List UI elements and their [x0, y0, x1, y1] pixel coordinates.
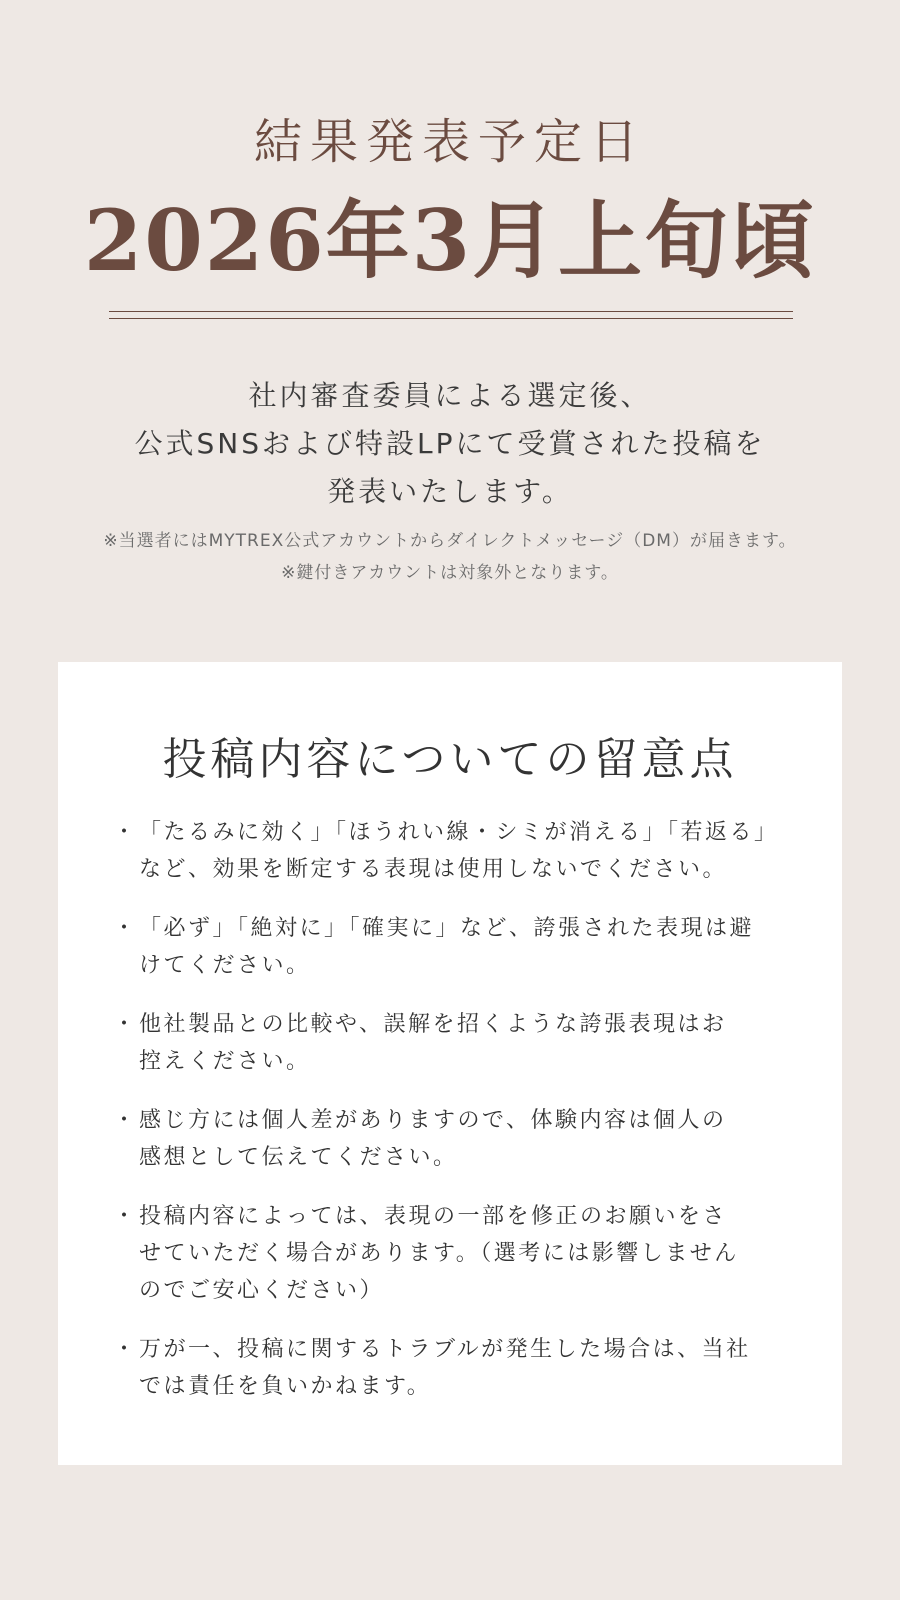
bullet-point: ・: [113, 1337, 138, 1362]
footnote-locked-accounts: ※鍵付きアカウントは対象外となります。: [281, 563, 619, 583]
guideline-item: [113, 910, 793, 984]
guideline-item: [113, 1006, 793, 1080]
bullet-point: ・: [113, 1012, 138, 1037]
guidelines-title: 投稿内容についての留意点: [162, 734, 738, 785]
announcement-line: 社内審査委員による選定後、: [248, 379, 652, 412]
footnote-dm: ※当選者にはMYTREX公式アカウントからダイレクトメッセージ（DM）が届きます。: [103, 531, 797, 551]
double-divider: [109, 311, 793, 319]
guideline-item: [113, 814, 793, 888]
guideline-item: [113, 1198, 793, 1309]
guideline-text-line: せていただく場合があります。（選考には影響しません: [139, 1241, 739, 1266]
guideline-text-line: けてください。: [139, 953, 311, 978]
announcement-line: 公式SNSおよび特設LPにて受賞された投稿を: [134, 427, 766, 460]
announcement-text: [0, 372, 900, 516]
guideline-text-line: 「たるみに効く」「ほうれい線・シミが消える」「若返る」: [139, 820, 779, 845]
guidelines-list: [113, 814, 793, 1427]
result-date-value: 2026年3月上旬頃: [83, 191, 817, 290]
guideline-text-line: 感じ方には個人差がありますので、体験内容は個人の: [139, 1108, 727, 1133]
announcement-line: 発表いたします。: [327, 475, 573, 508]
guideline-text-line: では責任を負いかねます。: [139, 1374, 432, 1399]
footnotes: [0, 525, 900, 589]
guideline-text-line: など、効果を断定する表現は使用しないでください。: [139, 857, 728, 882]
guideline-text-line: 感想として伝えてください。: [139, 1145, 458, 1170]
guideline-text-line: 「必ず」「絶対に」「確実に」など、誇張された表現は避: [139, 916, 755, 941]
bullet-point: ・: [113, 1108, 138, 1133]
guideline-text-line: のでご安心ください）: [139, 1278, 385, 1303]
result-date-label: 結果発表予定日: [253, 114, 646, 170]
guideline-text-line: 万が一、投稿に関するトラブルが発生した場合は、当社: [139, 1337, 751, 1362]
guidelines-card: [58, 662, 842, 1465]
bullet-point: ・: [113, 820, 138, 845]
bullet-point: ・: [113, 916, 138, 941]
bullet-point: ・: [113, 1204, 138, 1229]
guideline-item: [113, 1331, 793, 1405]
guideline-text-line: 他社製品との比較や、誤解を招くような誇張表現はお: [139, 1012, 727, 1037]
guideline-text-line: 控えください。: [139, 1049, 311, 1074]
guideline-item: [113, 1102, 793, 1176]
guideline-text-line: 投稿内容によっては、表現の一部を修正のお願いをさ: [139, 1204, 728, 1229]
